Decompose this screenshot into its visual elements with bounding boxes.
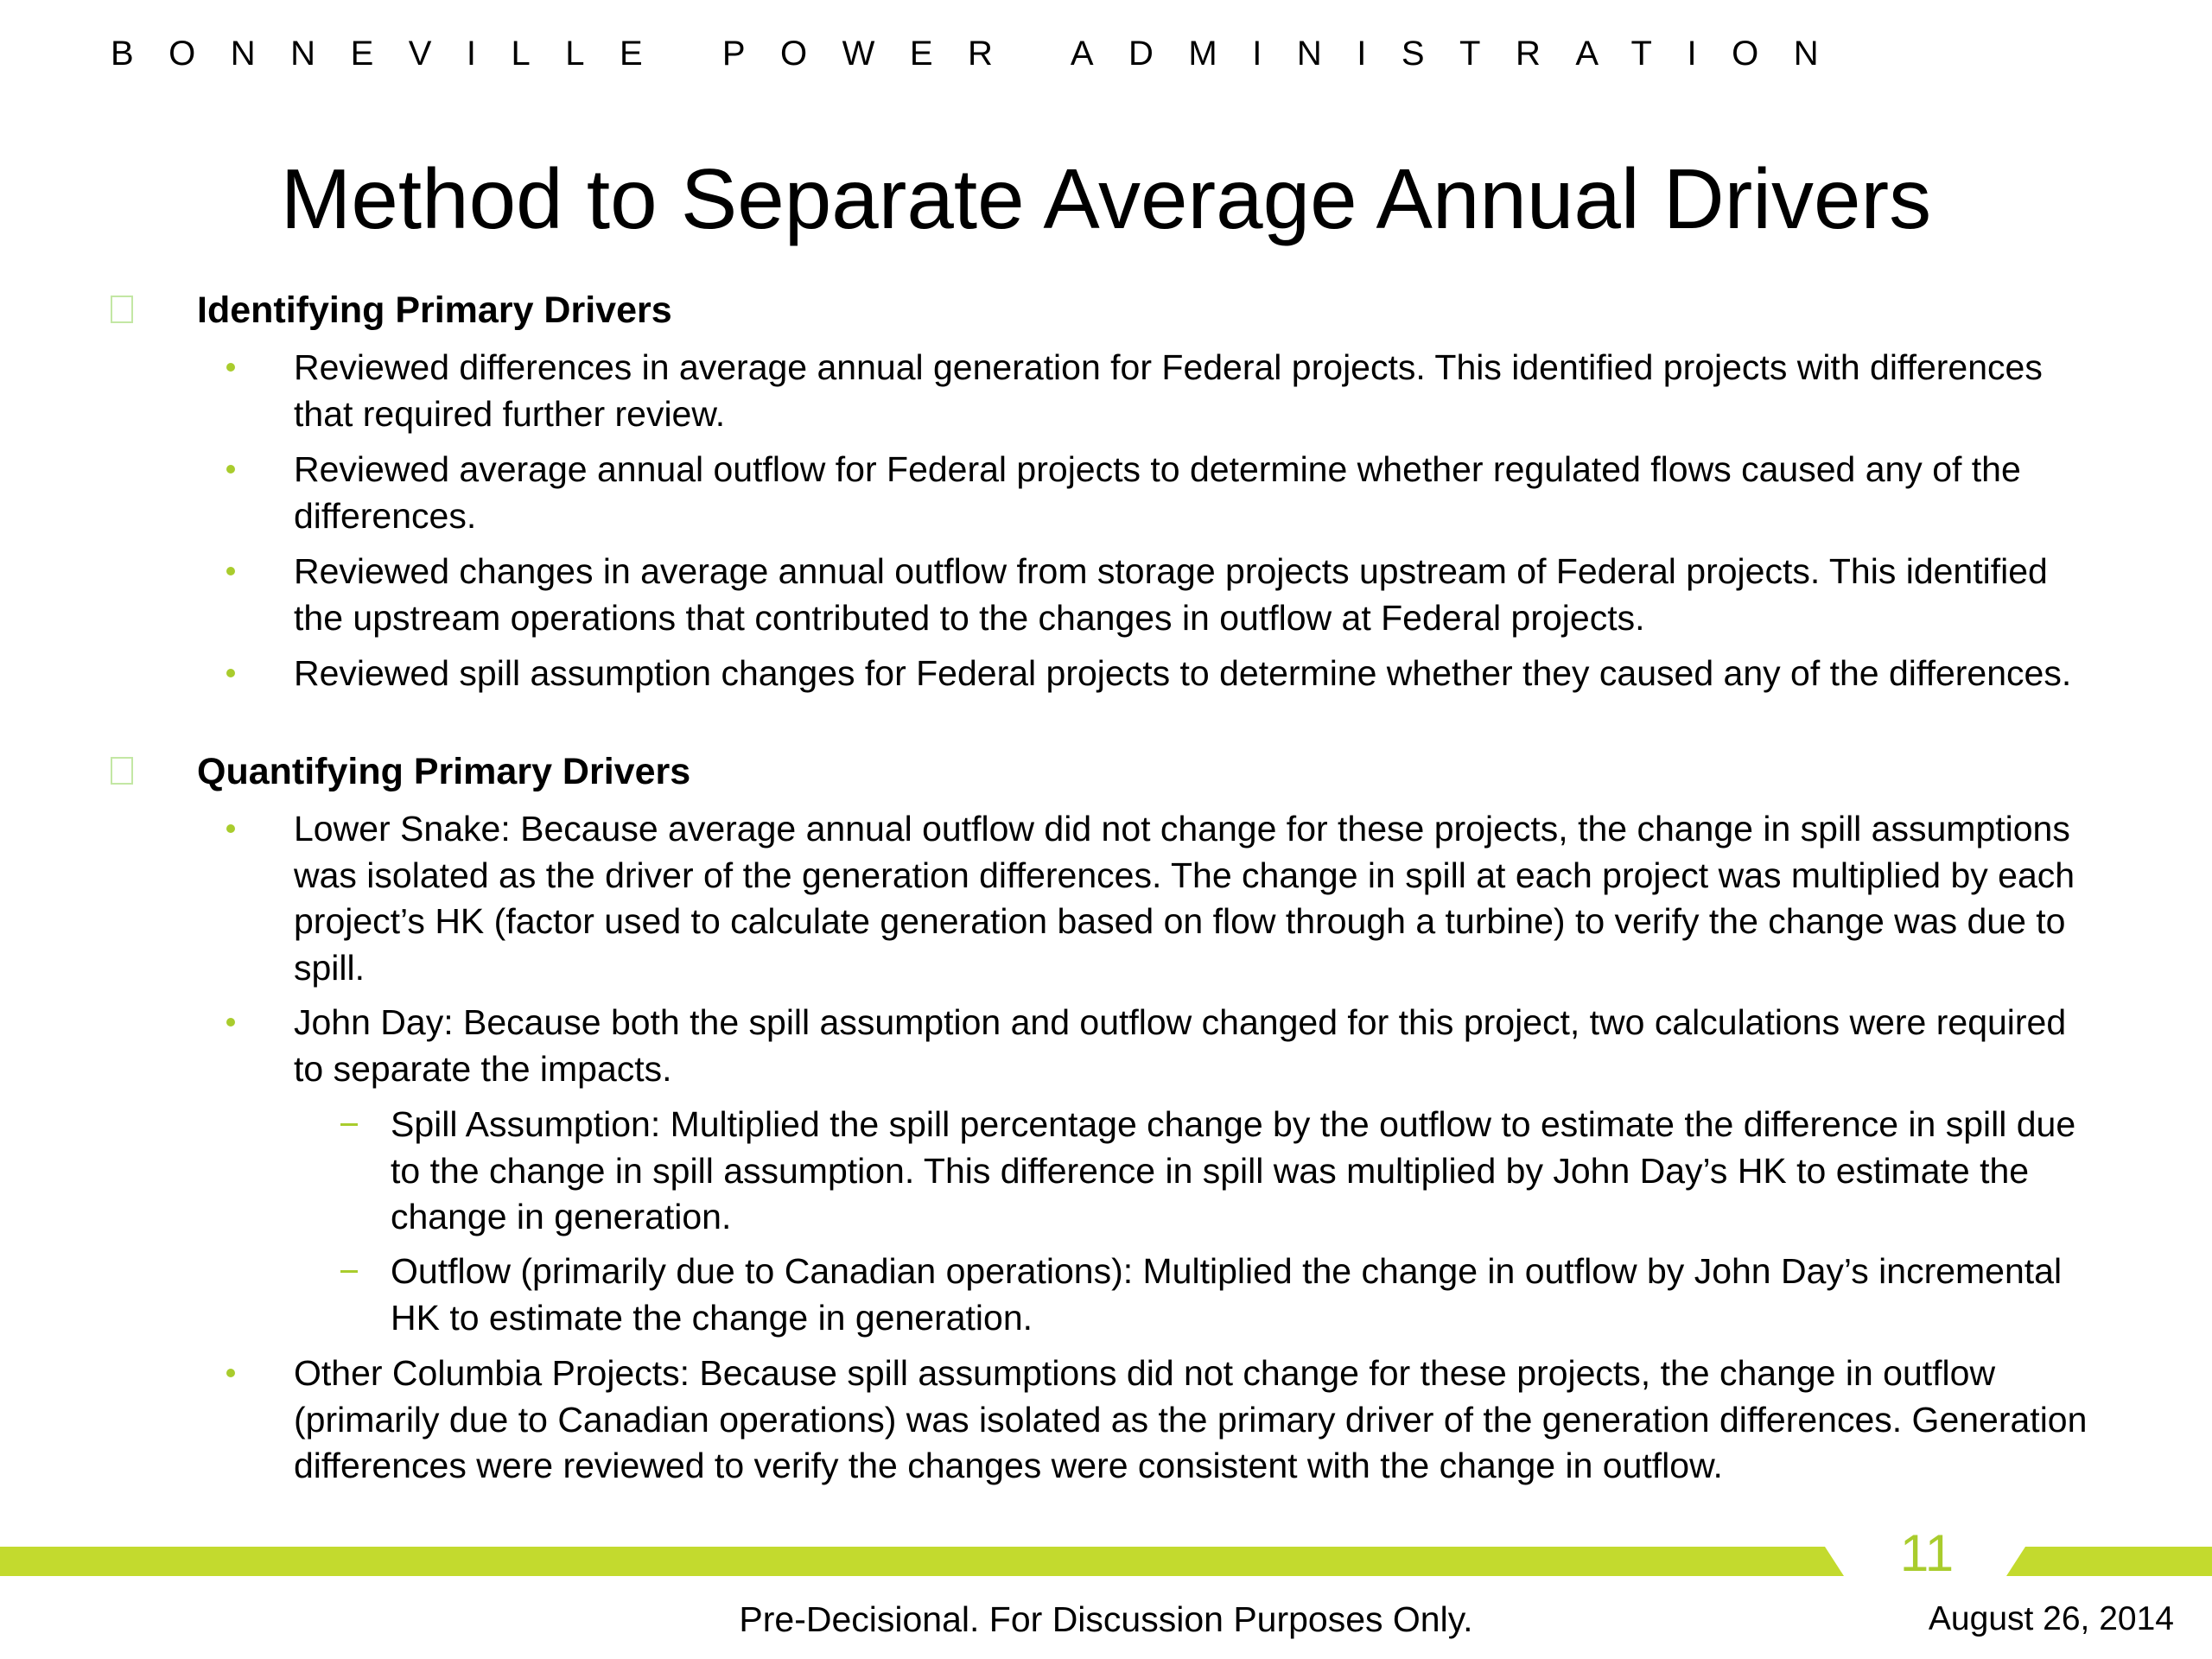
bullet-dot-icon: [226, 465, 235, 474]
list-item: Reviewed spill assumption changes for Federal projects to determine whether they caused any of the differences.: [294, 653, 2072, 693]
bullet-dot-icon: [226, 1369, 235, 1377]
organization-header: BONNEVILLE POWER ADMINISTRATION: [111, 35, 1854, 73]
bullet-dot-icon: [226, 363, 235, 372]
section-bullet-icon: [111, 757, 133, 785]
bullet-dot-icon: [226, 824, 235, 833]
list-item: Reviewed differences in average annual generation for Federal projects. This identified projects with differences that required further review.: [294, 347, 2043, 434]
list-item: Lower Snake: Because average annual outflow did not change for these projects, the change in spill assumptions was isolated as the driver of the generation differences. The change in spill at each project was multiplied by each project’s HK (factor used to calculate generation based on flow through a turbine) to verify the change was due to spill.: [294, 809, 2075, 988]
bullet-dot-icon: [226, 669, 235, 677]
footer-band-left: [0, 1547, 1844, 1576]
bullet-dot-icon: [226, 1018, 235, 1027]
list-item: John Day: Because both the spill assumption and outflow changed for this project, two calculations were required to separate the impacts.: [294, 1002, 2067, 1089]
section-heading-identifying: Identifying Primary Drivers: [197, 289, 672, 331]
page-number: 11: [1899, 1524, 1955, 1582]
slide-title: Method to Separate Average Annual Drivers: [280, 151, 1932, 246]
bullet-dot-icon: [226, 567, 235, 575]
footer-band-right: [2006, 1547, 2212, 1576]
footer-date: August 26, 2014: [1928, 1600, 2174, 1637]
footer-disclaimer: Pre-Decisional. For Discussion Purposes Only.: [739, 1599, 1473, 1639]
sub-list-item: Spill Assumption: Multiplied the spill percentage change by the outflow to estimate the difference in spill due to the change in spill assumption. This difference in spill was multiplied by John Day’s HK to estimate the change in generation.: [391, 1104, 2076, 1236]
bullet-dash-icon: [340, 1123, 358, 1126]
sub-list-item: Outflow (primarily due to Canadian operations): Multiplied the change in outflow by John Day’s incremental HK to estimate the change in generation.: [391, 1251, 2063, 1338]
list-item: Reviewed changes in average annual outflow from storage projects upstream of Federal projects. This identified the upstream operations that contributed to the changes in outflow at Federal projects.: [294, 551, 2048, 638]
section-bullet-icon: [111, 296, 133, 323]
list-item: Reviewed average annual outflow for Federal projects to determine whether regulated flows caused any of the differences.: [294, 449, 2021, 536]
bullet-dash-icon: [340, 1270, 358, 1273]
list-item: Other Columbia Projects: Because spill assumptions did not change for these projects, the change in outflow (primarily due to Canadian operations) was isolated as the primary driver of the generation differences. Generation differences were reviewed to verify the changes were consistent with the change in outflow.: [294, 1353, 2088, 1485]
section-heading-quantifying: Quantifying Primary Drivers: [197, 751, 691, 792]
